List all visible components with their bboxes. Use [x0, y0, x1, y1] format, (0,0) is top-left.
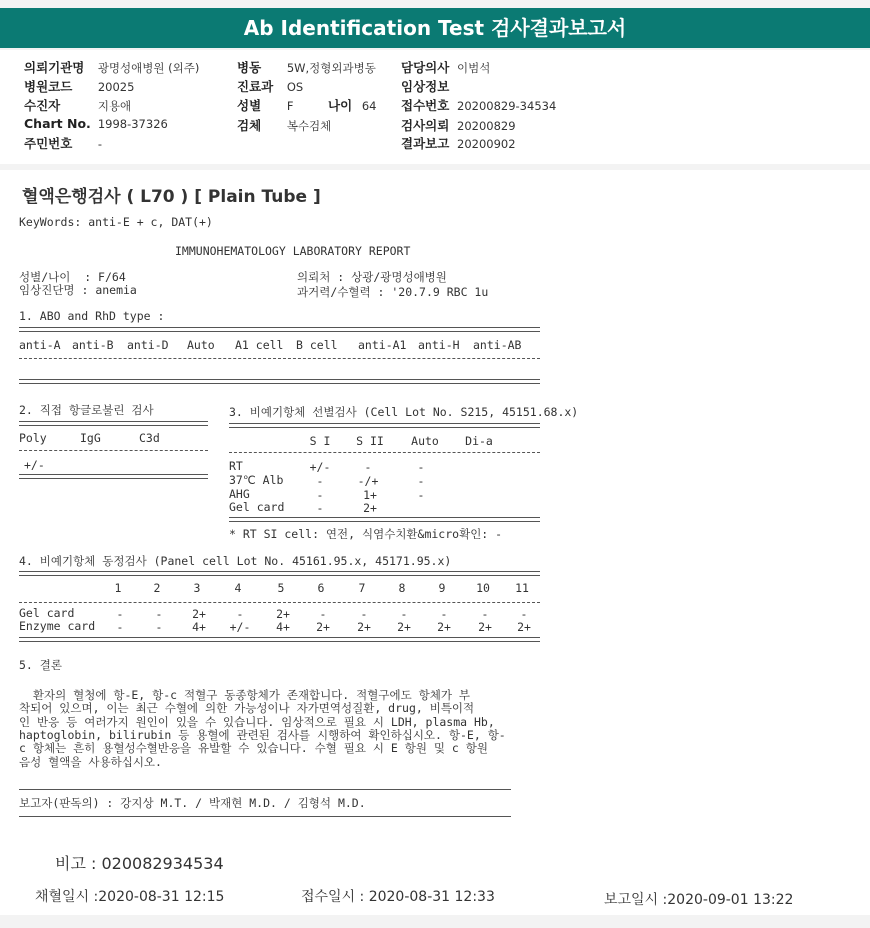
panel-cell: - [360, 607, 368, 621]
report-body [0, 170, 870, 915]
recipient-value: 지용애 [97, 99, 132, 113]
panel-cell: 2+ [437, 620, 451, 634]
panel-col-9: 9 [438, 581, 446, 595]
panel-row-label: Gel card [19, 606, 75, 620]
doctor-value: 이범석 [457, 61, 491, 75]
abo-col-2: anti-D [127, 338, 169, 352]
accession-label: 접수번호 [401, 98, 450, 113]
screen-cell: - [417, 460, 425, 474]
screen-col-dia: Di-a [465, 434, 493, 448]
hospital-code-value: 20025 [97, 80, 135, 94]
divider [19, 816, 511, 817]
screen-cell: - [417, 474, 425, 488]
panel-cell: 2+ [276, 607, 290, 621]
ward-value: 5W,정형외과병동 [286, 61, 376, 75]
abo-col-7: anti-H [418, 338, 460, 352]
panel-col-6: 6 [317, 581, 325, 595]
panel-cell: 2+ [316, 620, 330, 634]
screen-note: * RT SI cell: 연전, 식염수치환&micro확인: - [229, 527, 503, 541]
screen-col-auto: Auto [411, 434, 439, 448]
conclusion-line: 음성 혈액을 사용하십시오. [19, 755, 162, 769]
divider [229, 452, 540, 453]
panel-col-7: 7 [358, 581, 366, 595]
abo-col-4: A1 cell [235, 338, 284, 352]
screen-cell: - [316, 474, 324, 488]
ssn-value: - [97, 137, 102, 151]
panel-col-10: 10 [476, 581, 490, 595]
panel-col-2: 2 [153, 581, 161, 595]
panel-cell: - [116, 620, 124, 634]
dept-label: 진료과 [237, 79, 274, 94]
panel-cell: 4+ [192, 620, 206, 634]
panel-cell: - [116, 607, 124, 621]
abo-col-3: Auto [187, 338, 215, 352]
divider [19, 637, 540, 642]
divider [229, 517, 540, 522]
abo-col-0: anti-A [19, 338, 61, 352]
reporter-line: 보고자(판독의) : 강지상 M.T. / 박재현 M.D. / 김형석 M.D. [19, 796, 366, 810]
keywords: KeyWords: anti-E + c, DAT(+) [19, 215, 213, 229]
panel-cell: - [440, 607, 448, 621]
hospital-code-label: 병원코드 [24, 79, 73, 94]
screen-cell: -/+ [357, 474, 379, 488]
abo-col-6: anti-A1 [358, 338, 407, 352]
lab-report-title: IMMUNOHEMATOLOGY LABORATORY REPORT [175, 244, 411, 258]
recipient-label: 수진자 [24, 98, 61, 113]
conclusion-line: 인 반응 등 여러가지 원인이 있을 수 있습니다. 임상적으로 필요 시 LDH, plasma Hb, [19, 715, 495, 729]
screen-heading: 3. 비예기항체 선별검사 (Cell Lot No. S215, 45151.68.x) [229, 405, 579, 419]
collected-time: 채혈일시 :2020-08-31 12:15 [35, 889, 225, 905]
conclusion-line: 착되어 있으며, 이는 최근 수혈에 의한 가능성이나 자가면역성질환, drug, 비특이적 [19, 701, 475, 715]
screen-row-label: 37℃ Alb [229, 473, 284, 487]
dat-col-igg: IgG [80, 431, 101, 445]
divider [19, 789, 511, 790]
panel-cell: - [155, 607, 163, 621]
report-date-label: 결과보고 [401, 136, 450, 151]
screen-cell: - [364, 460, 372, 474]
abo-col-8: anti-AB [473, 338, 522, 352]
specimen-label: 검체 [237, 118, 262, 133]
conclusion-heading: 5. 결론 [19, 658, 62, 672]
chart-value: 1998-37326 [97, 117, 168, 131]
age-value: 64 [361, 99, 377, 113]
request-value: 20200829 [457, 119, 516, 133]
panel-cell: - [155, 620, 163, 634]
sex-label: 성별 [237, 98, 262, 113]
divider [19, 358, 540, 359]
patient-referrer: 의뢰처 : 상광/광명성애병원 [297, 270, 447, 284]
panel-cell: - [319, 607, 327, 621]
section-title: 혈액은행검사 ( L70 ) [ Plain Tube ] [22, 187, 321, 207]
abo-col-1: anti-B [72, 338, 114, 352]
screen-cell: - [316, 488, 324, 502]
dat-col-c3d: C3d [139, 431, 160, 445]
dat-col-poly: Poly [19, 431, 47, 445]
panel-cell: - [520, 607, 528, 621]
remark: 비고 : 020082934534 [55, 854, 224, 873]
panel-row-label: Enzyme card [19, 619, 96, 633]
panel-cell: 2+ [192, 607, 206, 621]
conclusion-line: 환자의 혈청에 항-E, 항-c 적혈구 동종항체가 존재합니다. 적혈구에도 항체가 부 [19, 688, 470, 702]
screen-col-sii: S II [356, 434, 384, 448]
panel-cell: 2+ [397, 620, 411, 634]
divider [19, 474, 208, 479]
age-label: 나이 [328, 98, 353, 113]
reported-time: 보고일시 :2020-09-01 13:22 [604, 892, 794, 908]
divider [19, 571, 540, 576]
panel-cell: 2+ [357, 620, 371, 634]
dat-poly-value: +/- [24, 458, 45, 472]
report-date-value: 20200902 [457, 137, 516, 151]
ward-label: 병동 [237, 60, 262, 75]
panel-cell: 4+ [276, 620, 290, 634]
specimen-value: 복수검체 [286, 119, 332, 133]
patient-info-panel [0, 50, 870, 164]
sex-value: F [286, 99, 294, 113]
patient-diagnosis: 임상진단명 : anemia [19, 283, 137, 297]
panel-cell: - [236, 607, 244, 621]
request-label: 검사의뢰 [401, 118, 450, 133]
divider [19, 379, 540, 384]
screen-row-label: Gel card [229, 500, 285, 514]
conclusion-line: c 항체는 흔히 용혈성수혈반응을 유발할 수 있습니다. 수혈 필요 시 E 항원 및 c 항원 [19, 741, 488, 755]
panel-col-3: 3 [193, 581, 201, 595]
panel-cell: - [481, 607, 489, 621]
dept-value: OS [286, 80, 304, 94]
dat-heading: 2. 직접 항글로불린 검사 [19, 403, 154, 417]
received-time: 접수일시 : 2020-08-31 12:33 [301, 889, 495, 905]
panel-col-11: 11 [515, 581, 529, 595]
panel-col-5: 5 [277, 581, 285, 595]
divider [229, 423, 540, 428]
abo-heading: 1. ABO and RhD type : [19, 309, 165, 323]
panel-col-4: 4 [234, 581, 242, 595]
divider [19, 602, 540, 603]
accession-value: 20200829-34534 [457, 99, 557, 113]
ssn-label: 주민번호 [24, 136, 73, 151]
screen-cell: +/- [309, 460, 331, 474]
panel-cell: 2+ [517, 620, 531, 634]
divider [19, 450, 208, 451]
panel-col-1: 1 [114, 581, 122, 595]
screen-row-label: AHG [229, 487, 250, 501]
clinical-label: 임상정보 [401, 79, 450, 94]
divider [19, 327, 540, 332]
patient-sex-age: 성별/나이 : F/64 [19, 270, 126, 284]
doctor-label: 담당의사 [401, 60, 450, 75]
abo-col-5: B cell [296, 338, 338, 352]
chart-label: Chart No. [24, 116, 91, 131]
panel-cell: - [400, 607, 408, 621]
panel-col-8: 8 [398, 581, 406, 595]
institution-label: 의뢰기관명 [24, 60, 85, 75]
screen-cell: 2+ [363, 501, 377, 515]
report-title-bar: Ab Identification Test 검사결과보고서 [0, 8, 870, 48]
conclusion-line: haptoglobin, bilirubin 등 용혈에 관련된 검사를 시행하여 확인하십시오. 항-E, 항- [19, 728, 506, 742]
screen-cell: 1+ [363, 488, 377, 502]
institution-value: 광명성애병원 (외주) [97, 61, 200, 75]
screen-cell: - [316, 501, 324, 515]
screen-row-label: RT [229, 459, 243, 473]
panel-heading: 4. 비예기항체 동정검사 (Panel cell Lot No. 45161.95.x, 45171.95.x) [19, 554, 452, 568]
panel-cell: 2+ [478, 620, 492, 634]
screen-col-si: S I [309, 434, 331, 448]
divider [19, 421, 208, 426]
panel-cell: +/- [229, 620, 251, 634]
screen-cell: - [417, 488, 425, 502]
patient-history: 과거력/수혈력 : '20.7.9 RBC 1u [297, 285, 489, 299]
